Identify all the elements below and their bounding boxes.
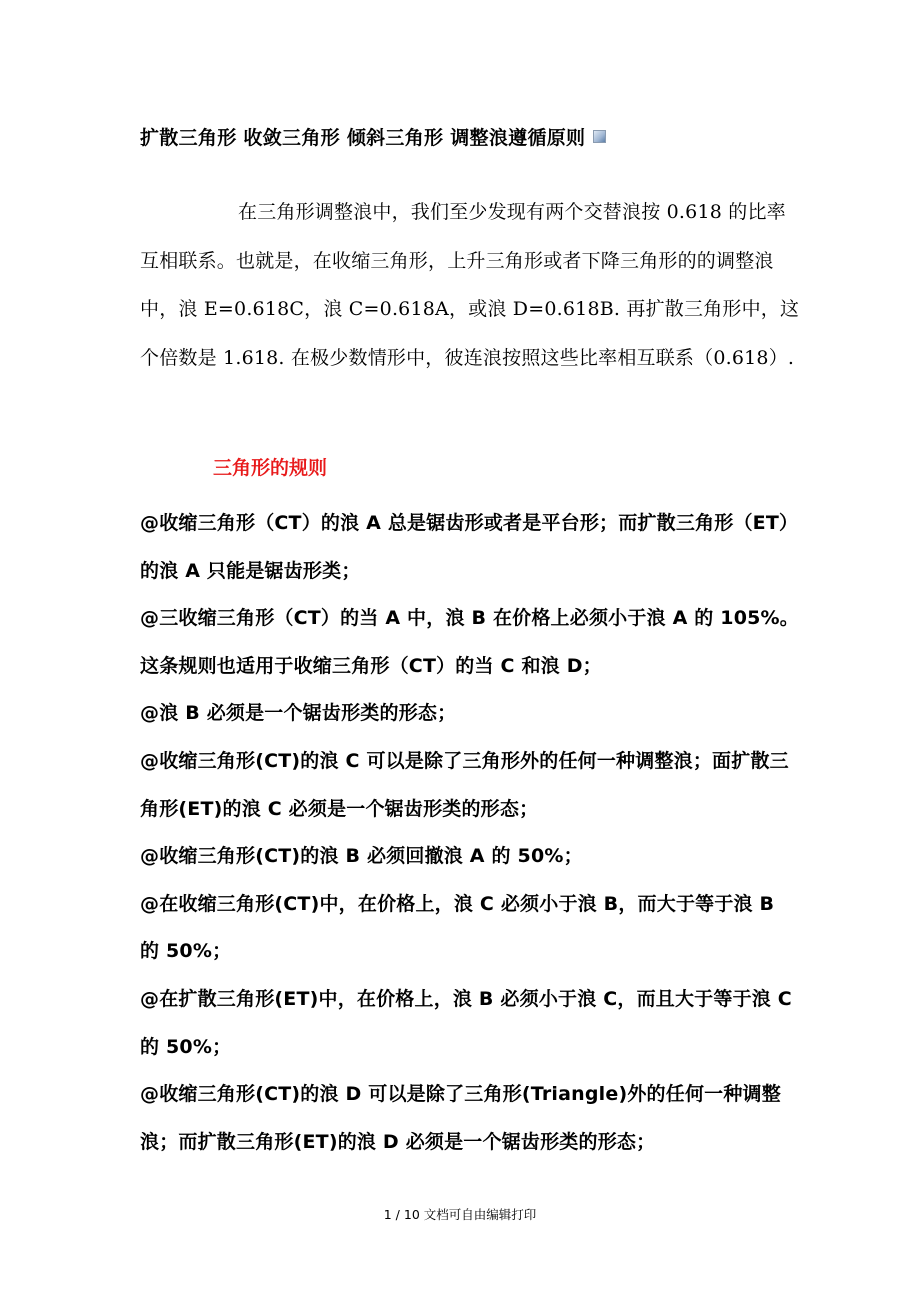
document-title — [140, 124, 606, 152]
page-footer: 1 / 10 文档可自由编辑打印 — [383, 1207, 537, 1222]
rule-item: @在收缩三角形(CT)中，在价格上，浪 C 必须小于浪 B，而大于等于浪 B 的 50%； — [140, 892, 775, 963]
rule-item: @收缩三角形（CT）的浪 A 总是锯齿形或者是平台形；而扩散三角形（ET）的浪 A 只能是锯齿形类； — [140, 512, 799, 582]
rule-item: @在扩散三角形(ET)中，在价格上，浪 B 必须小于浪 C，而且大于等于浪 C 的 50%； — [140, 987, 792, 1058]
image-placeholder-icon[interactable] — [593, 130, 606, 143]
rules-heading: 三角形的规则 — [213, 457, 328, 479]
rule-item: @三收缩三角形（CT）的当 A 中，浪 B 在价格上必须小于浪 A 的 105%。这条规则也适用于收缩三角形（CT）的当 C 和浪 D； — [140, 607, 799, 677]
rule-item: @收缩三角形(CT)的浪 B 必须回撤浪 A 的 50%； — [140, 845, 583, 868]
document-title-text: 扩散三角形 收敛三角形 倾斜三角形 调整浪遵循原则 — [140, 127, 586, 149]
rules-list — [140, 500, 800, 1166]
rule-item: @收缩三角形(CT)的浪 D 可以是除了三角形(Triangle)外的任何一种调整浪；而扩散三角形(ET)的浪 D 必须是一个锯齿形类的形态； — [140, 1083, 781, 1153]
rule-item: @收缩三角形(CT)的浪 C 可以是除了三角形外的任何一种调整浪；面扩散三角形(ET)的浪 C 必须是一个锯齿形类的形态； — [140, 749, 789, 820]
rule-item: @浪 B 必须是一个锯齿形类的形态； — [140, 702, 457, 725]
intro-paragraph: 在三角形调整浪中，我们至少发现有两个交替浪按 0.618 的比率互相联系。也就是，在收缩三角形，上升三角形或者下降三角形的的调整浪中，浪 E=0.618C，浪 C=0.618A，或浪 D=0.618B. 再扩散三角形中，这个倍数是 1.618. 在极少数情形中，彼连浪按照这些比率相互联系（0.618）. — [140, 201, 800, 369]
